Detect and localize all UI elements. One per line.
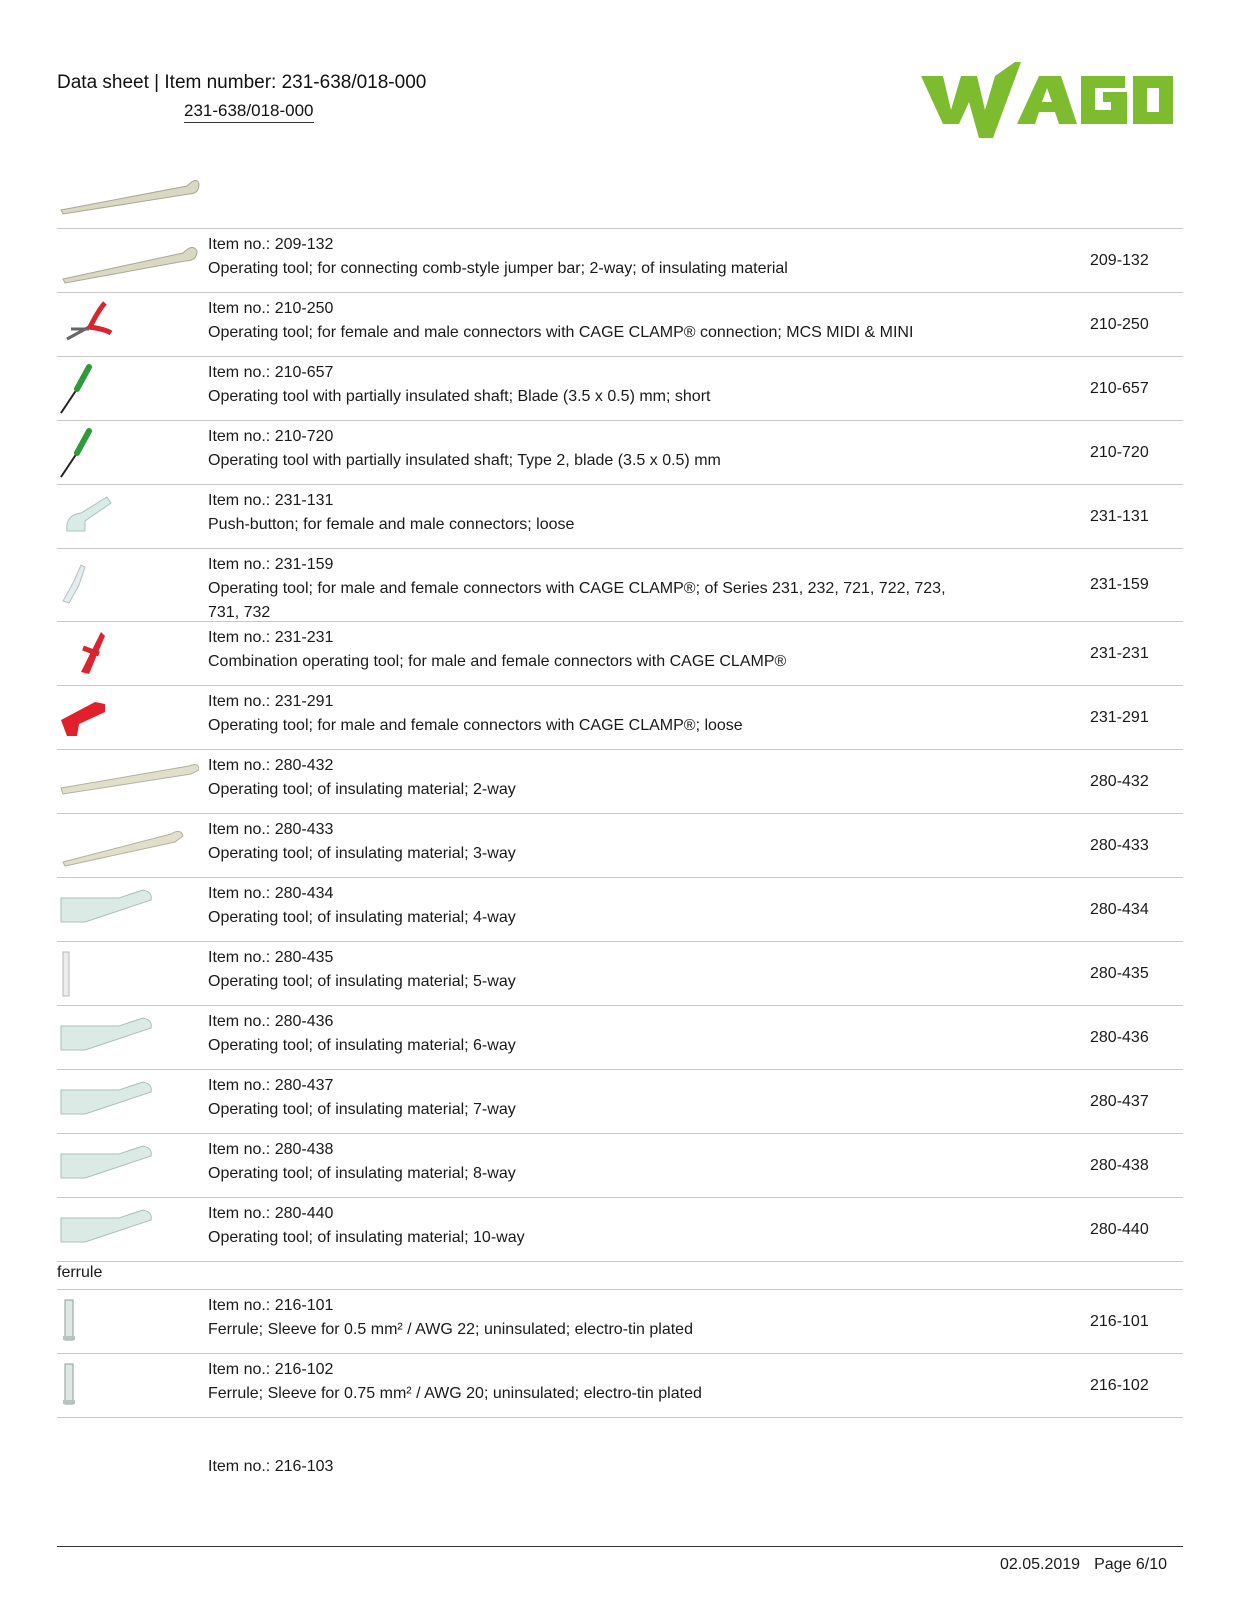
item-number-right[interactable]: 210-720 <box>1090 443 1149 461</box>
item-number: Item no.: 216-101 <box>208 1297 334 1314</box>
item-number: Item no.: 210-720 <box>208 428 334 445</box>
long-beige-tool-icon <box>59 235 199 287</box>
list-item <box>57 685 1183 749</box>
list-item <box>57 941 1183 1005</box>
list-item <box>57 877 1183 941</box>
footer-page: Page 6/10 <box>1094 1556 1168 1573</box>
item-number-right[interactable]: 231-131 <box>1090 507 1149 525</box>
item-description: Operating tool; of insulating material; 7-way <box>208 1101 516 1118</box>
screwdriver-icon <box>59 427 199 479</box>
item-description: Push-button; for female and male connectors; loose <box>208 516 575 533</box>
item-description: Operating tool with partially insulated shaft; Type 2, blade (3.5 x 0.5) mm <box>208 452 721 469</box>
page-title: Data sheet | Item number: 231-638/018-000 <box>57 72 427 93</box>
list-item <box>57 228 1183 292</box>
item-number-right[interactable]: 280-433 <box>1090 836 1149 854</box>
item-description: Operating tool; of insulating material; 10-way <box>208 1229 525 1246</box>
list-item <box>57 813 1183 877</box>
item-number-right[interactable]: 210-250 <box>1090 315 1149 333</box>
item-number: Item no.: 231-131 <box>208 492 334 509</box>
item-description: Operating tool; of insulating material; 6-way <box>208 1037 516 1054</box>
item-number: Item no.: 231-231 <box>208 629 334 646</box>
list-item <box>57 1133 1183 1197</box>
list-item <box>57 1005 1183 1069</box>
long-beige-tool-icon <box>57 166 203 218</box>
item-number-right[interactable]: 231-291 <box>1090 708 1149 726</box>
item-description: Operating tool with partially insulated shaft; Blade (3.5 x 0.5) mm; short <box>208 388 711 405</box>
long-beige-tool-icon <box>59 756 199 808</box>
item-number-right[interactable]: 216-101 <box>1090 1312 1149 1330</box>
item-number: Item no.: 280-432 <box>208 757 334 774</box>
section-heading: ferrule <box>57 1261 1183 1289</box>
list-item <box>57 1353 1183 1417</box>
item-number-right[interactable]: 216-102 <box>1090 1376 1149 1394</box>
item-number: Item no.: 280-435 <box>208 949 334 966</box>
list-item <box>57 1289 1183 1353</box>
footer-divider <box>57 1546 1183 1547</box>
item-number-right[interactable]: 280-438 <box>1090 1156 1149 1174</box>
item-description: Ferrule; Sleeve for 0.5 mm² / AWG 22; uninsulated; electro-tin plated <box>208 1321 693 1338</box>
red-combination-tool-icon <box>59 628 199 680</box>
item-number: Item no.: 280-434 <box>208 885 334 902</box>
item-number: Item no.: 210-250 <box>208 300 334 317</box>
small-white-tool-icon <box>59 555 199 607</box>
wago-logo <box>921 58 1177 144</box>
comb-tool-icon <box>59 884 199 936</box>
item-number-right[interactable]: 280-436 <box>1090 1028 1149 1046</box>
item-number: Item no.: 280-438 <box>208 1141 334 1158</box>
item-number-right[interactable]: 280-440 <box>1090 1220 1149 1238</box>
comb-tool-icon <box>59 1076 199 1128</box>
item-number: Item no.: 280-437 <box>208 1077 334 1094</box>
accessory-list <box>57 228 1183 1418</box>
item-number-right[interactable]: 209-132 <box>1090 251 1149 269</box>
item-description: Operating tool; for connecting comb-style jumper bar; 2-way; of insulating material <box>208 260 788 277</box>
item-number: Item no.: 216-102 <box>208 1361 334 1378</box>
list-item <box>57 356 1183 420</box>
red-operating-tool-icon <box>59 692 199 744</box>
item-description: Operating tool; of insulating material; 8-way <box>208 1165 516 1182</box>
item-number-right[interactable]: 210-657 <box>1090 379 1149 397</box>
item-number: Item no.: 280-440 <box>208 1205 334 1222</box>
comb-tool-icon <box>59 1204 199 1256</box>
item-number-right[interactable]: 280-435 <box>1090 964 1149 982</box>
item-number-right[interactable]: 280-432 <box>1090 772 1149 790</box>
comb-tool-icon <box>59 1012 199 1064</box>
footer-date: 02.05.2019 <box>1000 1556 1081 1573</box>
item-description: Operating tool; for male and female connectors with CAGE CLAMP®; loose <box>208 717 743 734</box>
pliers-icon <box>59 299 199 351</box>
list-item <box>57 420 1183 484</box>
item-number-right[interactable]: 231-159 <box>1090 576 1149 593</box>
list-item <box>57 292 1183 356</box>
item-number: Item no.: 280-436 <box>208 1013 334 1030</box>
list-item <box>57 621 1183 685</box>
list-item <box>57 749 1183 813</box>
comb-tool-icon <box>59 1140 199 1192</box>
list-item <box>57 1197 1183 1261</box>
screwdriver-icon <box>59 363 199 415</box>
item-description: Operating tool; of insulating material; 4-way <box>208 909 516 926</box>
item-number-right[interactable]: 280-437 <box>1090 1092 1149 1110</box>
item-description: Operating tool; for male and female connectors with CAGE CLAMP®; of Series 231, 232, 721, 722, 723, 731, 732 <box>208 580 946 621</box>
item-description: Ferrule; Sleeve for 0.75 mm² / AWG 20; uninsulated; electro-tin plated <box>208 1385 702 1402</box>
item-number: Item no.: 209-132 <box>208 236 334 253</box>
item-number: Item no.: 231-291 <box>208 693 334 710</box>
item-description: Combination operating tool; for male and female connectors with CAGE CLAMP® <box>208 653 787 670</box>
long-beige-tool-icon <box>59 820 199 872</box>
list-item <box>57 548 1183 621</box>
item-number-right[interactable]: 231-231 <box>1090 644 1149 662</box>
list-item <box>57 1069 1183 1133</box>
push-button-icon <box>59 491 199 543</box>
item-number: Item no.: 216-103 <box>208 1458 334 1475</box>
ferrule-icon <box>59 1296 199 1348</box>
item-number-right[interactable]: 280-434 <box>1090 900 1149 918</box>
item-number: Item no.: 210-657 <box>208 364 334 381</box>
item-description: Operating tool; of insulating material; 3-way <box>208 845 516 862</box>
item-description: Operating tool; of insulating material; 2-way <box>208 781 516 798</box>
item-description: Operating tool; for female and male connectors with CAGE CLAMP® connection; MCS MIDI & MINI <box>208 324 914 341</box>
ferrule-icon <box>59 1360 199 1412</box>
item-number: Item no.: 231-159 <box>208 556 334 573</box>
item-number-link[interactable]: 231-638/018-000 <box>184 101 314 123</box>
divider <box>57 1417 1183 1418</box>
footer <box>1000 1556 1167 1574</box>
vertical-tool-icon <box>59 948 199 1000</box>
item-description: Operating tool; of insulating material; 5-way <box>208 973 516 990</box>
list-item <box>57 484 1183 548</box>
item-number: Item no.: 280-433 <box>208 821 334 838</box>
